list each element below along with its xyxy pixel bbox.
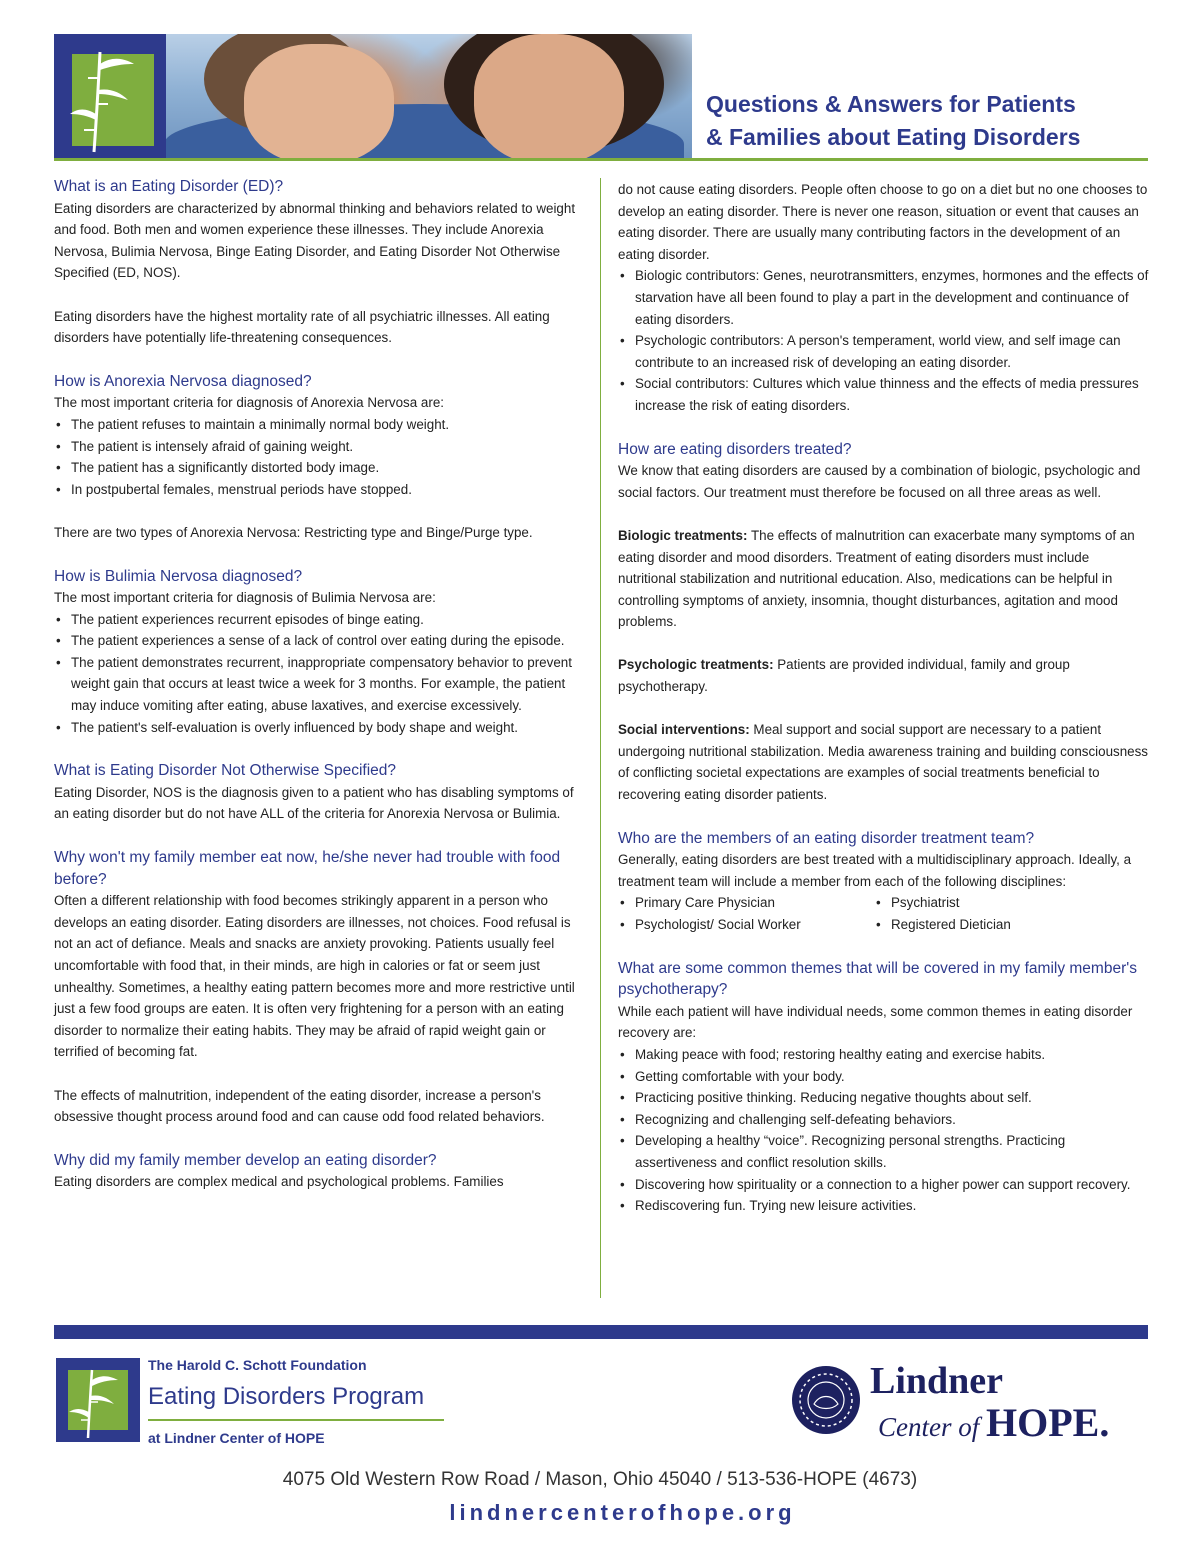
list-item: • The patient is intensely afraid of gaining weight. (54, 436, 586, 458)
lindner-logo-hope: HOPE. (986, 1400, 1110, 1445)
paragraph: Eating disorders are characterized by abnormal thinking and behaviors related to weight and food. Both men and women experience these illnesses. They include Anorexia Nervosa, Bulimia Nervosa, Binge Eating Disorder, and Eating Disorder Not Otherwise Specified (ED, NOS). (54, 200, 576, 281)
paragraph: We know that eating disorders are caused by a combination of biologic, psychologic and social factors. Our treatment must therefore be focused on all three areas as well. (618, 463, 1141, 500)
foundation-name: The Harold C. Schott Foundation (148, 1357, 367, 1373)
list-item: • Psychologic contributors: A person's temperament, world view, and self image can contribute to an increased risk of developing an eating disorder. (618, 330, 1150, 373)
paragraph: Eating Disorder, NOS is the diagnosis given to a patient who has disabling symptoms of an eating disorder but do not have ALL of the criteria for Anorexia Nervosa or Bulimia. (54, 784, 574, 822)
paragraph: There are two types of Anorexia Nervosa: Restricting type and Binge/Purge type. (54, 524, 533, 540)
list-item: • Social contributors: Cultures which value thinness and the effects of media pressures increase the risk of eating disorders. (618, 373, 1150, 416)
section-heading: How is Anorexia Nervosa diagnosed? (54, 372, 312, 390)
list-item: • The patient has a significantly distorted body image. (54, 457, 586, 479)
section-heading: What are some common themes that will be covered in my family member's psychotherapy? (618, 959, 1137, 999)
footer-program-logo-mark (56, 1358, 140, 1442)
paragraph: The most important criteria for diagnosis of Bulimia Nervosa are: (54, 590, 436, 606)
program-rule (148, 1419, 444, 1421)
paragraph: The most important criteria for diagnosis of Anorexia Nervosa are: (54, 395, 444, 411)
bullet-list (874, 892, 1130, 935)
list-item: • Psychiatrist (874, 892, 1130, 914)
paragraph-text: Meal support and social support are necessary to a patient undergoing nutritional stabilization. Media awareness training and building consciousness of conflicting societal expectations are examples of social treatments beneficial to recovering eating disorder patients. (618, 722, 1149, 803)
address: 4075 Old Western Row Road / Mason, Ohio 45040 / 513-536-HOPE (4673) (282, 1469, 918, 1490)
list-item: • The patient's self-evaluation is overly influenced by body shape and weight. (54, 717, 586, 739)
list-item: • Registered Dietician (874, 914, 1130, 936)
paragraph-text: The effects of malnutrition can exacerbate many symptoms of an eating disorder and mood disorders. Treatment of eating disorders must include nutritional stabilization and nutritional education. Also, medications can be helpful in controlling symptoms of anxiety, insomnia, thought disturbances, agitation and mood problems. (618, 527, 1135, 630)
bullet-list (618, 265, 1150, 416)
footer-bar (54, 1325, 1148, 1339)
paragraph-text: Patients are provided individual, family and group psychotherapy. (618, 657, 1070, 695)
list-item: • Making peace with food; restoring healthy eating and exercise habits. (618, 1044, 1150, 1066)
paragraph: Often a different relationship with food becomes strikingly apparent in a person who develops an eating disorder. Eating disorders are illnesses, not choices. Food refusal is not an act of defiance. Meals and snacks are anxiety provoking. Patients usually feel uncomfortable with food that, in their minds, are high in calories or fat or seem just unhealthy. Sometimes, a healthy eating pattern becomes more and more restrictive until just a few food groups are eaten. It is often very frightening for a person with an eating disorder to normalize their eating habits. They may be afraid of rapid weight gain or terrified of becoming fat. (54, 893, 575, 1060)
list-item: • Discovering how spirituality or a connection to a higher power can support recovery. (618, 1174, 1150, 1196)
list-item: • Biologic contributors: Genes, neurotransmitters, enzymes, hormones and the effects of starvation have all been found to play a part in the development and continuance of eating disorders. (618, 265, 1150, 330)
title-line-2: & Families about Eating Disorders (706, 124, 1081, 150)
list-item: • Recognizing and challenging self-defeating behaviors. (618, 1109, 1150, 1131)
paragraph: Generally, eating disorders are best treated with a multidisciplinary approach. Ideally, a treatment team will include a member from each of the following disciplines: (618, 852, 1132, 889)
program-location: at Lindner Center of HOPE (148, 1430, 325, 1446)
bullet-list (54, 414, 586, 500)
program-name: Eating Disorders Program (148, 1383, 425, 1410)
paragraph: do not cause eating disorders. People often choose to go on a diet but no one chooses to develop an eating disorder. There is never one reason, situation or event that causes an eating disorder. There are usually many contributing factors in the development of an eating disorder. (618, 182, 1148, 262)
paragraph (618, 525, 1150, 633)
bullet-list (618, 892, 874, 935)
list-item: • In postpubertal females, menstrual periods have stopped. (54, 479, 586, 501)
right-column (618, 179, 1150, 1217)
section-heading: What is an Eating Disorder (ED)? (54, 178, 284, 195)
team-list (618, 892, 1150, 935)
header-rule (54, 158, 1148, 161)
program-logo-mark (54, 34, 166, 158)
bold-label: Social interventions: (618, 722, 750, 738)
paragraph: The effects of malnutrition, independent of the eating disorder, increase a person's obsessive thought process around food and can cause odd food related behaviors. (54, 1087, 545, 1125)
list-item: • Developing a healthy “voice”. Recognizing personal strengths. Practicing assertiveness and conflict resolution skills. (618, 1130, 1150, 1173)
section-heading: What is Eating Disorder Not Otherwise Specified? (54, 762, 397, 780)
lindner-seal-icon (790, 1364, 862, 1436)
list-item: • The patient experiences a sense of a lack of control over eating during the episode. (54, 630, 586, 652)
list-item: • Getting comfortable with your body. (618, 1066, 1150, 1088)
list-item: • Rediscovering fun. Trying new leisure activities. (618, 1195, 1150, 1217)
website-link[interactable]: lindnercenterofhope.org (449, 1500, 796, 1525)
paragraph: Eating disorders have the highest mortality rate of all psychiatric illnesses. All eating disorders have potentially life-threatening consequences. (54, 308, 550, 346)
bold-label: Biologic treatments: (618, 527, 748, 543)
bamboo-icon (56, 1358, 140, 1442)
bullet-list (618, 1044, 1150, 1217)
title-line-1: Questions & Answers for Patients (706, 91, 1076, 117)
paragraph: Eating disorders are complex medical and psychological problems. Families (54, 1174, 504, 1190)
section-heading: Why did my family member develop an eating disorder? (54, 1151, 437, 1169)
lindner-logo-name: Lindner (870, 1360, 1004, 1402)
list-item: • Psychologist/ Social Worker (618, 914, 874, 936)
section-heading: Why won't my family member eat now, he/she never had trouble with food before? (54, 849, 561, 888)
list-item: • Practicing positive thinking. Reducing negative thoughts about self. (618, 1087, 1150, 1109)
bamboo-icon (54, 34, 166, 158)
paragraph (618, 719, 1150, 805)
list-item: • The patient refuses to maintain a minimally normal body weight. (54, 414, 586, 436)
section-heading: How are eating disorders treated? (618, 440, 852, 458)
column-divider (600, 178, 601, 1298)
list-item: • The patient demonstrates recurrent, inappropriate compensatory behavior to prevent weight gain that occurs at least twice a week for 3 months. For example, the patient may induce vomiting after eating, abuse laxatives, and exercise excessively. (54, 652, 586, 717)
list-item: • Primary Care Physician (618, 892, 874, 914)
section-heading: How is Bulimia Nervosa diagnosed? (54, 567, 303, 585)
bullet-list (54, 609, 586, 739)
lindner-logo-sub (878, 1400, 1109, 1450)
paragraph (618, 654, 1150, 697)
lindner-logo-center-of: Center of (878, 1412, 986, 1442)
list-item: • The patient experiences recurrent episodes of binge eating. (54, 609, 586, 631)
page-title (706, 88, 1166, 154)
section-heading: Who are the members of an eating disorder treatment team? (618, 829, 1035, 847)
paragraph: While each patient will have individual needs, some common themes in eating disorder recovery are: (618, 1003, 1133, 1041)
left-column (54, 176, 586, 1193)
bold-label: Psychologic treatments: (618, 657, 774, 673)
